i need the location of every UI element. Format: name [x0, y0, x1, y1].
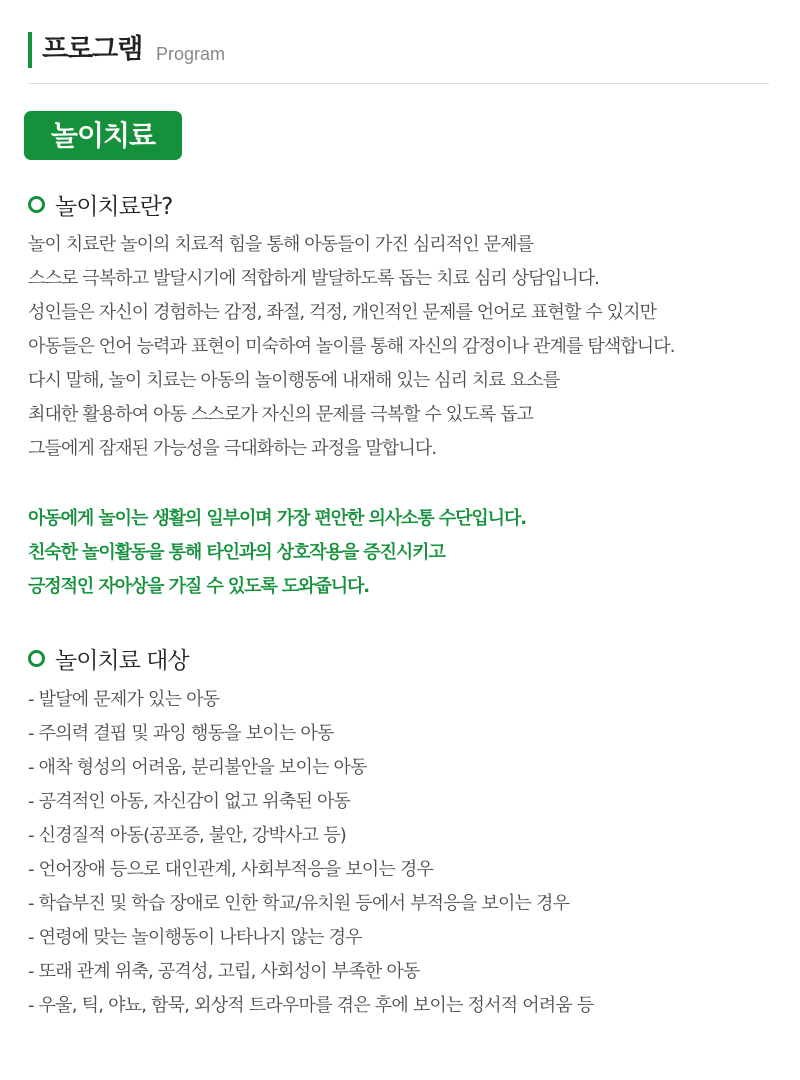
- paragraph-line: 그들에게 잠재된 가능성을 극대화하는 과정을 말합니다.: [28, 438, 437, 459]
- list-item: - 언어장애 등으로 대인관계, 사회부적응을 보이는 경우: [28, 859, 434, 880]
- program-badge: 놀이치료: [24, 111, 182, 160]
- list-item: - 공격적인 아동, 자신감이 없고 위축된 아동: [28, 791, 351, 812]
- ring-icon: [28, 650, 45, 667]
- intro-paragraph: [28, 228, 773, 466]
- list-item: - 또래 관계 위축, 공격성, 고립, 사회성이 부족한 아동: [28, 961, 420, 982]
- list-item: - 주의력 결핍 및 과잉 행동을 보이는 아동: [28, 723, 334, 744]
- list-item: - 발달에 문제가 있는 아동: [28, 689, 220, 710]
- highlight-line: 아동에게 놀이는 생활의 일부이며 가장 편안한 의사소통 수단입니다.: [28, 508, 526, 529]
- paragraph-line: 성인들은 자신이 경험하는 감정, 좌절, 걱정, 개인적인 문제를 언어로 표현할 수 있지만: [28, 302, 657, 323]
- section-heading-target: [28, 642, 189, 674]
- ring-icon: [28, 196, 45, 213]
- paragraph-line: 최대한 활용하여 아동 스스로가 자신의 문제를 극복할 수 있도록 돕고: [28, 404, 534, 425]
- paragraph-line: 다시 말해, 놀이 치료는 아동의 놀이행동에 내재해 있는 심리 치료 요소를: [28, 370, 560, 391]
- page-header: [28, 32, 769, 84]
- paragraph-line: 놀이 치료란 놀이의 치료적 힘을 통해 아동들이 가진 심리적인 문제를: [28, 234, 534, 255]
- page-subtitle: Program: [156, 44, 226, 64]
- header-accent-bar: [28, 32, 32, 68]
- list-item: - 신경질적 아동(공포증, 불안, 강박사고 등): [28, 825, 346, 846]
- section-title: 놀이치료란?: [55, 193, 173, 220]
- highlight-paragraph: [28, 502, 773, 604]
- target-list: [28, 683, 773, 1023]
- highlight-line: 친숙한 놀이활동을 통해 타인과의 상호작용을 증진시키고: [28, 542, 445, 563]
- list-item: - 연령에 맞는 놀이행동이 나타나지 않는 경우: [28, 927, 362, 948]
- highlight-line: 긍정적인 자아상을 가질 수 있도록 도와줍니다.: [28, 576, 370, 597]
- paragraph-line: 아동들은 언어 능력과 표현이 미숙하여 놀이를 통해 자신의 감정이나 관계를 탐색합니다.: [28, 336, 675, 357]
- paragraph-line: 스스로 극복하고 발달시기에 적합하게 발달하도록 돕는 치료 심리 상담입니다.: [28, 268, 600, 289]
- list-item: - 우울, 틱, 야뇨, 함묵, 외상적 트라우마를 겪은 후에 보이는 정서적 어려움 등: [28, 995, 594, 1016]
- page-title: 프로그램: [42, 34, 143, 65]
- list-item: - 학습부진 및 학습 장애로 인한 학교/유치원 등에서 부적응을 보이는 경우: [28, 893, 570, 914]
- list-item: - 애착 형성의 어려움, 분리불안을 보이는 아동: [28, 757, 367, 778]
- section-title: 놀이치료 대상: [55, 647, 189, 674]
- section-heading-about: [28, 188, 172, 220]
